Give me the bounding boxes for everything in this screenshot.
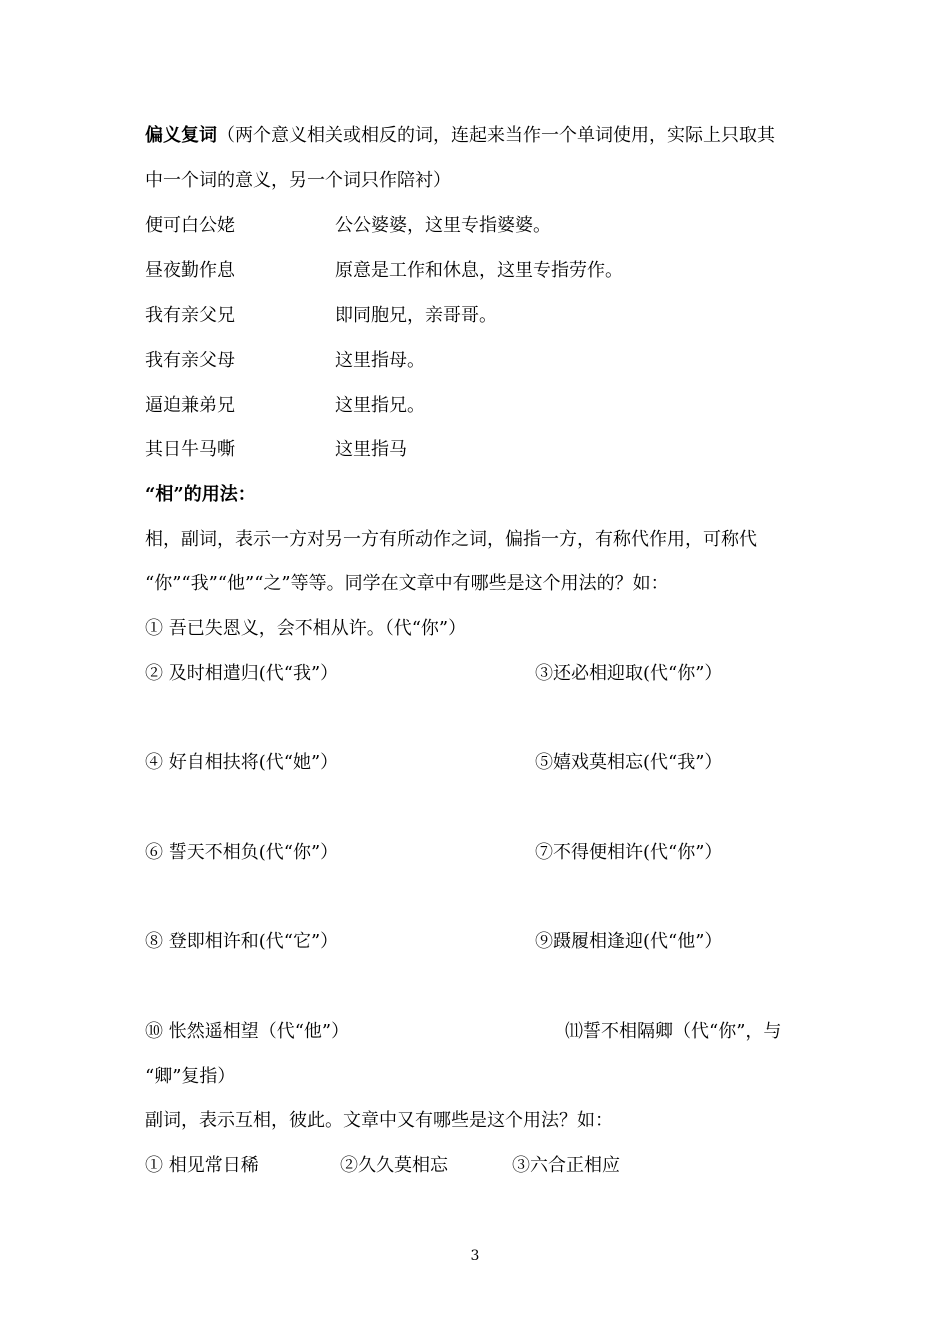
pair-note-1: 公公婆婆，这里专指婆婆。 [335,215,551,236]
mutual-example-3: ③六合正相应 [512,1155,620,1176]
example-10: ⑩ 怅然遥相望（代“他”） [145,1021,350,1042]
heading-bold-term: 偏义复词 [145,125,217,146]
mutual-example-2: ②久久莫相忘 [340,1155,448,1176]
paragraph-1-line-1: 相，副词，表示一方对另一方有所动作之词，偏指一方，有称代作用，可称代 [145,529,757,550]
example-2: ② 及时相遣归(代“我”） [145,663,339,684]
example-6: ⑥ 誓天不相负(代“你”） [145,842,339,863]
paragraph-1-line-2: “你”“我”“他”“之”等等。同学在文章中有哪些是这个用法的？如： [145,573,669,594]
heading-pianyi-fuci [145,125,775,147]
pair-note-5: 这里指兄。 [335,395,425,416]
pair-phrase-2: 昼夜勤作息 [145,260,235,281]
example-3: ③还必相迎取(代“你”） [535,663,723,684]
heading-definition-cont: 中一个词的意义，另一个词只作陪衬） [145,170,451,191]
pair-note-4: 这里指母。 [335,350,425,371]
paragraph-2: 副词，表示互相，彼此。文章中又有哪些是这个用法？如： [145,1110,613,1131]
pair-note-3: 即同胞兄，亲哥哥。 [335,305,497,326]
pair-phrase-6: 其日牛马嘶 [145,439,235,460]
pair-phrase-3: 我有亲父兄 [145,305,235,326]
example-11-cont: “卿”复指） [145,1066,236,1087]
pair-note-6: 这里指马 [335,439,407,460]
example-1: ① 吾已失恩义，会不相从许。（代“你”） [145,618,467,639]
page-number: 3 [470,1248,480,1264]
example-11: ⑾誓不相隔卿（代“你”，与 [565,1021,782,1042]
pair-phrase-5: 逼迫兼弟兄 [145,395,235,416]
heading-definition: （两个意义相关或相反的词，连起来当作一个单词使用，实际上只取其 [217,125,775,146]
mutual-example-1: ① 相见常日稀 [145,1155,259,1176]
pair-phrase-1: 便可白公姥 [145,215,235,236]
heading-xiang-usage: “相”的用法： [145,484,256,505]
example-5: ⑤嬉戏莫相忘(代“我”） [535,752,723,773]
pair-note-2: 原意是工作和休息，这里专指劳作。 [335,260,623,281]
example-7: ⑦不得便相许(代“你”） [535,842,723,863]
example-8: ⑧ 登即相许和(代“它”） [145,931,339,952]
example-9: ⑨蹑履相逢迎(代“他”） [535,931,723,952]
example-4: ④ 好自相扶将(代“她”） [145,752,339,773]
pair-phrase-4: 我有亲父母 [145,350,235,371]
